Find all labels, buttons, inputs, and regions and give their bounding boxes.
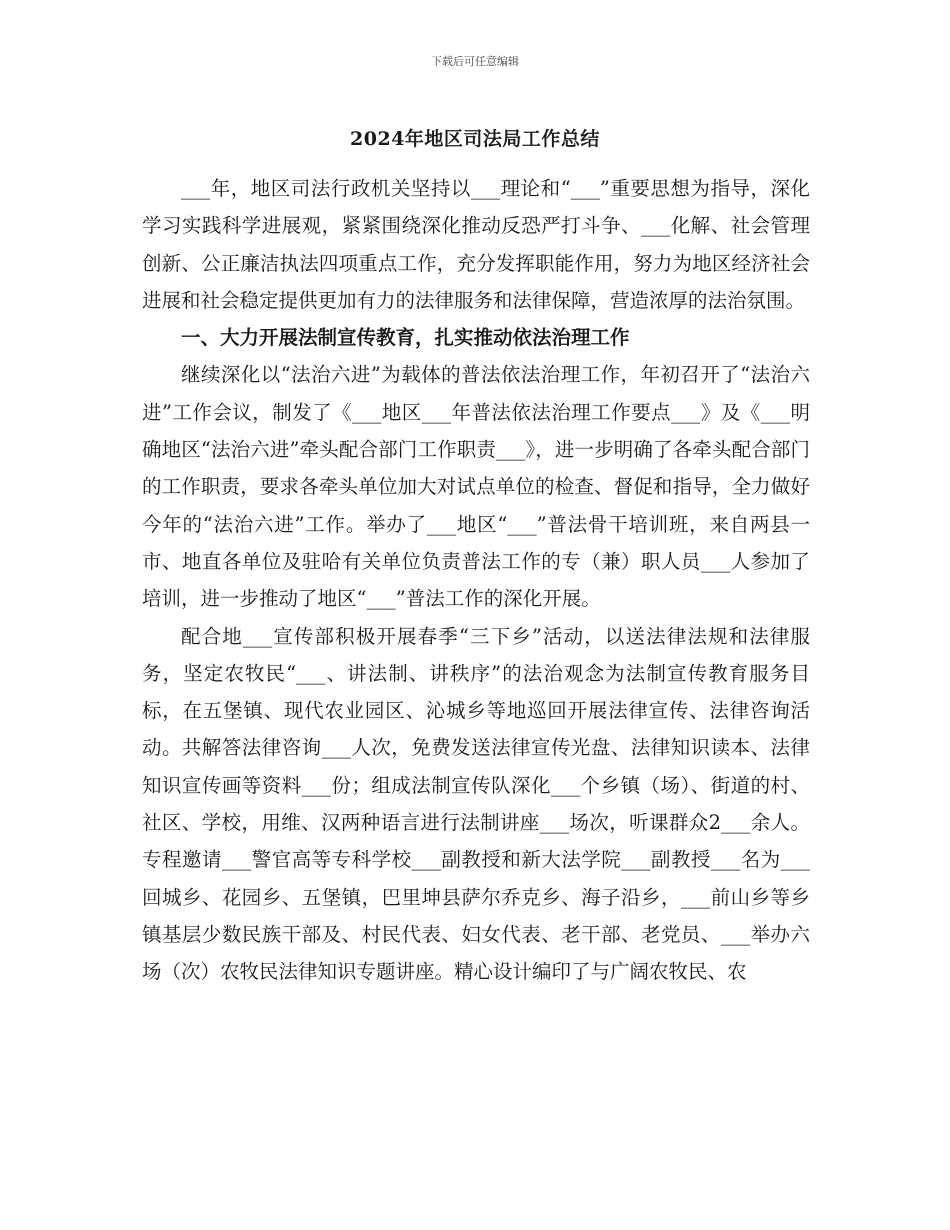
section-paragraph-1: 继续深化以“法治六进”为载体的普法依法治理工作，年初召开了“法治六进”工作会议，制发了《___地区___年普法依法治理工作要点___》及《___明确地区“法治六进”牵头配合部门工作职责___》，进一步明确了各牵头配合部门的工作职责，要求各牵头单位加大对试点单位的检查、督促和指导，全力做好今年的“法治六进”工作。举办了___地区“___”普法骨干培训班，来自两县一市、地直各单位及驻哈有关单位负责普法工作的专（兼）职人员___人参加了培训，进一步推动了地区“___”普法工作的深化开展。 <box>142 363 810 611</box>
document-body <box>142 170 810 991</box>
section-heading: 一、大力开展法制宣传教育，扎实推动依法治理工作 <box>181 326 630 350</box>
document-title: 2024年地区司法局工作总结 <box>350 128 600 150</box>
intro-paragraph: ___年，地区司法行政机关坚持以___理论和“___”重要思想为指导，深化学习实践科学进展观，紧紧围绕深化推动反恐严打斗争、___化解、社会管理创新、公正廉洁执法四项重点工作，充分发挥职能作用，努力为地区经济社会进展和社会稳定提供更加有力的法律服务和法律保障，营造浓厚的法治氛围。 <box>142 177 810 312</box>
section-paragraph-2: 配合地___宣传部积极开展春季“三下乡”活动，以送法律法规和法律服务，坚定农牧民“___、讲法制、讲秩序”的法治观念为法制宣传教育服务目标，在五堡镇、现代农业园区、沁城乡等地巡回开展法律宣传、法律咨询活动。共解答法律咨询___人次，免费发送法律宣传光盘、法律知识读本、法律知识宣传画等资料___份；组成法制宣传队深化___个乡镇（场）、街道的村、社区、学校，用维、汉两种语言进行法制讲座___场次，听课群众2___余人。专程邀请___警官高等专科学校___副教授和新大法学院___副教授___名为___回城乡、花园乡、五堡镇，巴里坤县萨尔乔克乡、海子沿乡，___前山乡等乡镇基层少数民族干部及、村民代表、妇女代表、老干部、老党员、___举办六场（次）农牧民法律知识专题讲座。精心设计编印了与广阔农牧民、农 <box>142 624 810 984</box>
header-note: 下载后可任意编辑 <box>431 55 519 68</box>
